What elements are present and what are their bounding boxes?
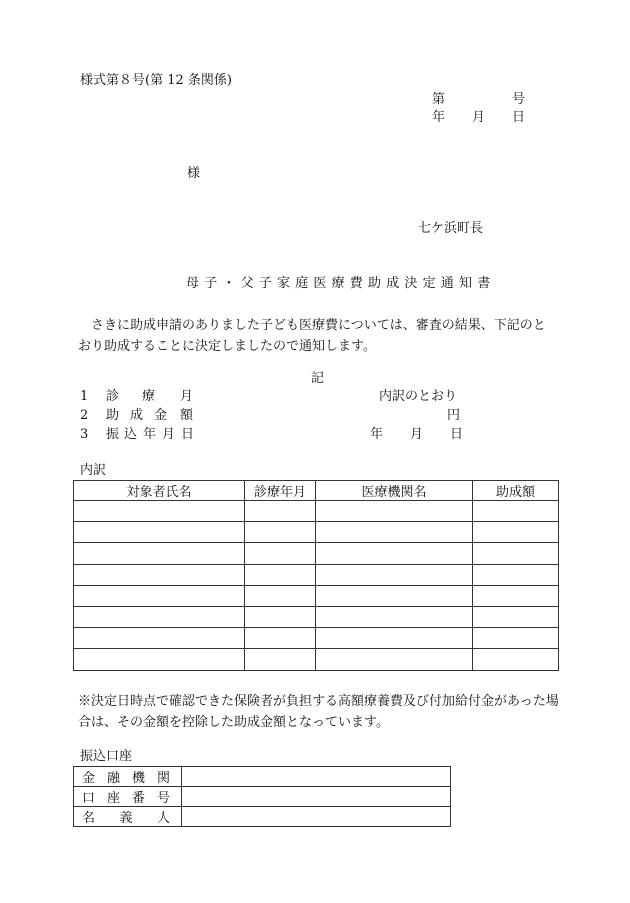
header-iryo-kikan: 医療機関名 [316, 481, 473, 501]
bank-value-cell[interactable] [182, 787, 451, 807]
notice-body-text: さきに助成申請のありました子ども医療費については、審査の結果、下記のとおり助成することに決定しましたので通知します。 [78, 318, 546, 354]
table-cell[interactable] [74, 628, 245, 649]
table-cell[interactable] [473, 522, 559, 543]
item-number: 2 [80, 408, 89, 423]
table-cell[interactable] [316, 564, 473, 585]
item-label-char: 月 [180, 389, 194, 404]
table-cell[interactable] [316, 606, 473, 627]
label-char: 名 [82, 811, 96, 826]
recipient-honorific: 様 [187, 166, 201, 181]
table-cell[interactable] [74, 543, 245, 564]
table-cell[interactable] [245, 649, 316, 670]
table-row [74, 564, 559, 585]
table-cell[interactable] [245, 585, 316, 606]
bank-row-meigi-nin [74, 807, 451, 827]
table-cell[interactable] [245, 564, 316, 585]
document-number-go: 号 [512, 92, 526, 107]
label-char: 号 [156, 791, 170, 806]
table-cell[interactable] [74, 522, 245, 543]
item-label-char: 成 [130, 408, 144, 423]
table-cell[interactable] [245, 606, 316, 627]
table-cell[interactable] [245, 628, 316, 649]
bank-row-label [74, 767, 182, 787]
table-row [74, 649, 559, 670]
label-char: 機 [131, 771, 145, 786]
item-label-char: 月 [162, 427, 176, 442]
header-taishosha: 対象者氏名 [74, 481, 245, 501]
item-label-char: 年 [143, 427, 157, 442]
bank-row-label [74, 787, 182, 807]
bank-row-kinyu-kikan [74, 767, 451, 787]
table-row [74, 522, 559, 543]
label-char: 番 [131, 791, 145, 806]
item-value-month: 月 [410, 427, 424, 442]
item-value: 円 [447, 408, 461, 423]
bank-value-cell[interactable] [182, 807, 451, 827]
label-char: 関 [156, 771, 170, 786]
breakdown-label: 内訳 [80, 463, 107, 478]
label-char: 座 [106, 791, 120, 806]
form-number: 様式第８号(第 12 条関係) [80, 73, 232, 88]
issuer-name: 七ケ浜町長 [418, 221, 484, 236]
table-cell[interactable] [316, 628, 473, 649]
issue-date-month: 月 [472, 110, 486, 125]
label-char: 口 [82, 791, 96, 806]
item-number: 1 [80, 389, 89, 404]
table-cell[interactable] [74, 585, 245, 606]
table-cell[interactable] [74, 501, 245, 522]
notice-body [78, 315, 556, 357]
bank-value-cell[interactable] [182, 767, 451, 787]
item-label-char: 日 [181, 427, 195, 442]
issue-date-year: 年 [432, 110, 446, 125]
table-cell[interactable] [74, 564, 245, 585]
table-row [74, 543, 559, 564]
table-cell[interactable] [473, 564, 559, 585]
item-label-char: 助 [106, 408, 120, 423]
bank-account-table [73, 766, 451, 827]
table-cell[interactable] [473, 606, 559, 627]
table-cell[interactable] [473, 585, 559, 606]
item-label-char: 金 [154, 408, 168, 423]
deduction-note: ※決定日時点で確認できた保険者が負担する高額療養費及び付加給付金があった場合は、その金額を控除した助成金額となっています。 [78, 694, 559, 730]
item-label-char: 額 [180, 408, 194, 423]
table-cell[interactable] [316, 522, 473, 543]
label-char: 義 [119, 811, 133, 826]
table-cell[interactable] [316, 543, 473, 564]
item-value-year: 年 [370, 427, 384, 442]
item-value-day: 日 [450, 427, 464, 442]
item-label-char: 診 [106, 389, 120, 404]
breakdown-table [73, 480, 559, 671]
issue-date-day: 日 [512, 110, 526, 125]
table-row [74, 585, 559, 606]
table-row [74, 606, 559, 627]
table-cell[interactable] [473, 628, 559, 649]
table-cell[interactable] [74, 606, 245, 627]
ki-heading: 記 [311, 371, 325, 386]
bank-row-label [74, 807, 182, 827]
table-row [74, 628, 559, 649]
document-title: 母子・父子家庭医療費助成決定通知書 [186, 276, 496, 291]
label-char: 人 [156, 811, 170, 826]
bank-account-label: 振込口座 [80, 749, 133, 764]
item-label-char: 込 [124, 427, 138, 442]
table-cell[interactable] [473, 543, 559, 564]
breakdown-header-row [74, 481, 559, 501]
table-cell[interactable] [473, 501, 559, 522]
table-cell[interactable] [316, 649, 473, 670]
label-char: 融 [106, 771, 120, 786]
table-cell[interactable] [245, 501, 316, 522]
table-cell[interactable] [245, 522, 316, 543]
breakdown-body [74, 501, 559, 671]
item-number: 3 [80, 427, 89, 442]
item-label-char: 振 [106, 427, 120, 442]
table-cell[interactable] [473, 649, 559, 670]
label-char: 金 [82, 771, 96, 786]
item-label-char: 療 [142, 389, 156, 404]
header-shinryo-nengetsu: 診療年月 [245, 481, 316, 501]
bank-row-koza-bango [74, 787, 451, 807]
table-cell[interactable] [74, 649, 245, 670]
table-cell[interactable] [316, 585, 473, 606]
item-value: 内訳のとおり [379, 389, 458, 404]
document-number-dai: 第 [432, 92, 446, 107]
table-cell[interactable] [245, 543, 316, 564]
header-josei-gaku: 助成額 [473, 481, 559, 501]
table-cell[interactable] [316, 501, 473, 522]
table-row [74, 501, 559, 522]
